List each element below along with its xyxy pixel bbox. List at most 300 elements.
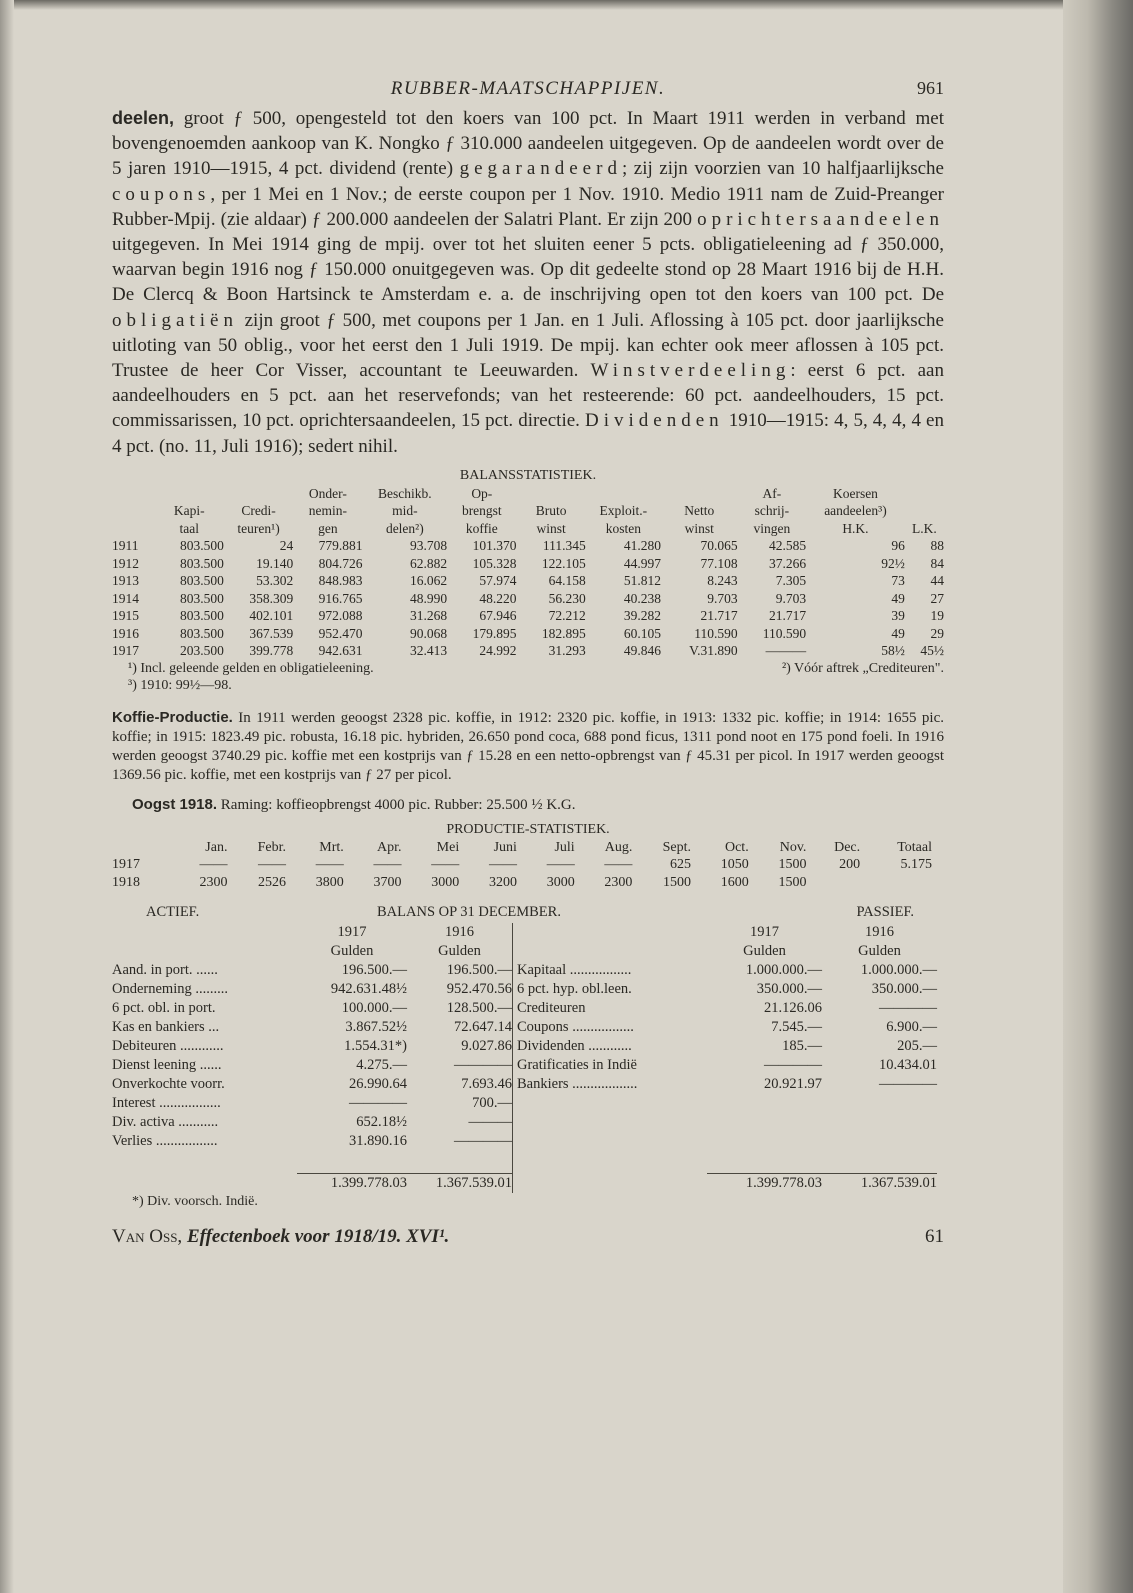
table-cell: 110.590 xyxy=(694,625,738,641)
table-cell: 803.500 xyxy=(180,555,224,571)
balans-item-value: 21.126.06 xyxy=(764,1000,822,1017)
table-cell xyxy=(905,485,944,503)
balans-item-value: 185.— xyxy=(782,1038,822,1055)
balans-item-value: ———— xyxy=(454,1133,512,1150)
passief-unit-row xyxy=(517,942,937,961)
table-cell: 402.101 xyxy=(249,608,294,624)
table-row xyxy=(112,874,932,892)
passief-label: PASSIEF. xyxy=(856,904,914,921)
balans-item-label: Crediteuren xyxy=(517,1000,586,1017)
footnote-3: ³) 1910: 99½—98. xyxy=(128,677,232,693)
balans-item-value: 4.275.— xyxy=(356,1057,407,1074)
table-cell: 40.238 xyxy=(623,590,661,606)
table-cell: 1913 xyxy=(112,573,139,589)
table-cell: 399.778 xyxy=(249,643,294,659)
balans-row xyxy=(112,1075,512,1094)
balans-item-value: 31.890.16 xyxy=(349,1133,407,1150)
table-cell: —— xyxy=(258,857,287,873)
table-cell xyxy=(112,520,155,538)
balans-item-label: Verlies ................. xyxy=(112,1133,218,1150)
balans-item-value: 26.990.64 xyxy=(349,1076,407,1093)
balans-row xyxy=(112,1018,512,1037)
balans-item-label: Kas en bankiers ... xyxy=(112,1019,220,1036)
balans-item-value: 7.693.46 xyxy=(461,1076,512,1093)
unit-gulden: Gulden xyxy=(438,943,481,960)
balans-item-label: Debiteuren ............ xyxy=(112,1038,224,1055)
table-cell: brengst xyxy=(461,503,502,519)
table-cell: ——— xyxy=(765,643,807,659)
table-row xyxy=(112,537,944,555)
table-cell: Beschikb. xyxy=(378,485,432,501)
table-cell: 53.302 xyxy=(256,573,294,589)
table-cell xyxy=(860,874,932,892)
table-cell: V.31.890 xyxy=(689,643,738,659)
table-cell: 45½ xyxy=(920,643,944,659)
table-cell: aandeelen³) xyxy=(824,503,887,519)
table-cell: 31.293 xyxy=(548,643,586,659)
page-top-edge xyxy=(0,0,1133,10)
table-cell: 7.305 xyxy=(775,573,807,589)
year-1917: 1917 xyxy=(750,924,779,941)
table-cell xyxy=(905,502,944,520)
table-cell xyxy=(224,485,293,503)
table-cell: 2300 xyxy=(604,874,633,890)
table-cell: —— xyxy=(315,857,344,873)
table-cell: 27 xyxy=(930,590,944,606)
table-cell: 64.158 xyxy=(548,573,586,589)
table-cell: —— xyxy=(604,857,633,873)
total-1917: 1.399.778.03 xyxy=(297,1173,407,1193)
table-cell: 56.230 xyxy=(548,590,586,606)
table-cell: 1917 xyxy=(112,857,140,873)
balans-item-value: ———— xyxy=(879,1000,937,1017)
balans-item-value: 700.— xyxy=(472,1095,512,1112)
spaced-term-4: obligatiën xyxy=(112,309,238,331)
table-cell: koffie xyxy=(465,520,498,536)
actief-label: ACTIEF. xyxy=(146,904,200,921)
header-row xyxy=(112,520,944,538)
table-cell: 803.500 xyxy=(180,625,224,641)
table-cell: winst xyxy=(536,520,566,536)
table-cell: 44 xyxy=(930,573,944,589)
balans-item-value: ———— xyxy=(454,1057,512,1074)
table-cell: 1914 xyxy=(112,590,139,606)
table-cell: Mei xyxy=(436,839,460,855)
balans-item-value: ———— xyxy=(764,1057,822,1074)
koffie-text: In 1911 werden geoogst 2328 pic. koffie, in 1912: 2320 pic. koffie, in 1913: 1332 pic. koffie; in 1914: 1655 pic. koffie; in 1915: 1823.49 pic. robusta, 16.18 pic. hybriden, 26.650 pond coca, 688 pond ficus, 1311 pond noot en 175 pond foeli. In 1916 werden geoogst 3740.29 pic. koffie met een kostprijs van ƒ 15.28 en een netto-opbrengst van ƒ 45.31 per picol. In 1917 werden geoogst 1369.56 pic. koffie, met een kostprijs van ƒ 27 per picol. xyxy=(112,709,944,783)
table-cell: 3700 xyxy=(373,874,402,890)
table-cell: mid- xyxy=(392,503,418,519)
table-cell: 19.140 xyxy=(256,555,294,571)
balans-item-value: 7.545.— xyxy=(771,1019,822,1036)
table-cell: taal xyxy=(179,520,200,536)
table-cell xyxy=(112,485,155,503)
table-cell: 24 xyxy=(279,538,294,554)
balansstatistiek-footnotes xyxy=(112,660,944,677)
balans-row xyxy=(112,980,512,999)
passief-column xyxy=(513,923,945,1193)
balans-item-value: 196.500.— xyxy=(446,962,512,979)
intro-text-4: uitgegeven. In Mei 1914 ging de mpij. over tot het sluiten eener 5 pcts. obligatieleening ad ƒ 350.000, waarvan begin 1916 nog ƒ 150.000 onuitgegeven was. Op dit gedeelte stond op 28 Maart 1916 bij de H.H. De Clercq & Boon Hartsinck te Amsterdam e. a. de inschrijving open tot den koers van 100 pct. De xyxy=(112,234,944,306)
table-cell: 101.370 xyxy=(472,538,517,554)
table-cell: 1050 xyxy=(720,857,749,873)
balans-table xyxy=(112,923,944,1193)
oogst-label: Oogst 1918. xyxy=(132,795,218,813)
balans-item-label: Gratificaties in Indië xyxy=(517,1057,637,1074)
table-cell: 2526 xyxy=(258,874,287,890)
intro-text-1: groot ƒ 500, opengesteld tot den koers van 100 pct. In Maart 1911 werden in verband met bovengenoemden aankoop van K. Nongko ƒ 310.000 aandeelen uitgegeven. Op de aandeelen wordt over de 5 jaren 1910—1915, 4 pct. dividend (rente) xyxy=(112,108,944,180)
table-cell: Sept. xyxy=(662,839,691,855)
balans-item-value: ———— xyxy=(879,1076,937,1093)
table-cell: 1600 xyxy=(720,874,749,890)
balans-item-value: 6.900.— xyxy=(886,1019,937,1036)
table-cell: 49 xyxy=(891,590,905,606)
passief-table xyxy=(517,923,937,1193)
oogst-text: Raming: koffieopbrengst 4000 pic. Rubber: 25.500 ½ K.G. xyxy=(217,796,576,813)
table-row xyxy=(112,572,944,590)
table-cell: Oct. xyxy=(724,839,749,855)
table-cell: 58½ xyxy=(881,643,905,659)
table-cell: Op- xyxy=(471,485,493,501)
table-cell: Juli xyxy=(554,839,575,855)
table-row xyxy=(112,642,944,660)
balans-item-label: Onverkochte voorr. xyxy=(112,1076,225,1093)
balans-item-value: 1.000.000.— xyxy=(860,962,937,979)
footer-title: Effectenboek voor 1918/19. xyxy=(186,1225,402,1247)
balans-row xyxy=(112,1132,512,1151)
table-cell xyxy=(661,485,738,503)
table-cell: 72.212 xyxy=(548,608,586,624)
table-cell: vingen xyxy=(753,520,791,536)
balans-item-value: 1.554.31*) xyxy=(344,1038,407,1055)
unit-gulden: Gulden xyxy=(743,943,786,960)
table-cell: 182.895 xyxy=(541,625,586,641)
table-cell: 57.974 xyxy=(479,573,517,589)
balansstatistiek-title: BALANSSTATISTIEK. xyxy=(459,467,597,483)
table-cell: Exploit.- xyxy=(599,503,648,519)
balans-row xyxy=(112,1113,512,1132)
spaced-term-2: coupons xyxy=(112,183,211,205)
table-cell: L.K. xyxy=(912,520,937,536)
table-cell: 21.717 xyxy=(700,608,738,624)
table-cell: 41.280 xyxy=(623,538,661,554)
footer-volume: XVI¹. xyxy=(406,1225,450,1247)
spaced-term-3: oprichtersaandeelen xyxy=(697,208,944,230)
book-binding xyxy=(1063,0,1133,1593)
table-cell: 358.309 xyxy=(249,590,294,606)
page-footer xyxy=(112,1226,944,1256)
header-row xyxy=(112,839,932,857)
footnote-1: ¹) Incl. geleende gelden en obligatieleening. xyxy=(128,660,374,676)
table-cell xyxy=(516,485,585,503)
lead-word: deelen, xyxy=(112,108,175,128)
balans-item-label: Coupons ................. xyxy=(517,1019,634,1036)
table-cell: —— xyxy=(373,857,402,873)
balans-item-value: 3.867.52½ xyxy=(345,1019,407,1036)
balans-row xyxy=(112,1056,512,1075)
year-1916: 1916 xyxy=(865,924,894,941)
table-cell xyxy=(155,485,224,503)
table-cell xyxy=(586,485,661,503)
table-cell: 1916 xyxy=(112,625,139,641)
intro-text-7: 1910—1915: 4, 5, 4, 4, 4 en 4 pct. (no. 11, Juli 1916); sedert nihil. xyxy=(112,410,944,457)
balans-title: BALANS OP 31 DECEMBER. xyxy=(377,904,561,921)
table-cell: —— xyxy=(488,857,517,873)
spaced-term-6: Dividenden xyxy=(585,410,724,432)
balans-item-label: Bankiers .................. xyxy=(517,1076,638,1093)
productie-table xyxy=(112,839,932,892)
table-row xyxy=(112,555,944,573)
table-cell: kosten xyxy=(605,520,641,536)
table-cell: 848.983 xyxy=(318,573,363,589)
balans-item-value: 350.000.— xyxy=(871,981,937,998)
table-cell: Netto xyxy=(684,503,715,519)
footer-signature: 61 xyxy=(925,1225,944,1247)
unit-gulden: Gulden xyxy=(330,943,374,960)
balans-item-value: ——— xyxy=(468,1114,512,1131)
table-cell: teuren¹) xyxy=(237,520,280,536)
footnote-2: ²) Vóór aftrek „Crediteuren". xyxy=(781,660,944,676)
intro-text-6: : eerst 6 pct. aan aandeelhouders en 5 pct. aan het reservefonds; van het resteerende: 60 pct. aandeelhouders, 15 pct. commissarissen, 10 pct. oprichtersaandeelen, 15 pct. directie. xyxy=(112,360,944,432)
balans-item-value: ———— xyxy=(349,1095,407,1112)
table-cell: 1917 xyxy=(112,643,139,659)
balans-item-value: 72.647.14 xyxy=(454,1019,512,1036)
table-cell: Af- xyxy=(762,485,782,501)
actief-column xyxy=(112,923,513,1193)
table-cell: —— xyxy=(199,857,228,873)
table-cell: 3200 xyxy=(488,874,517,890)
table-cell: 367.539 xyxy=(249,625,294,641)
table-cell: H.K. xyxy=(842,520,869,536)
page-header xyxy=(112,70,944,106)
spaced-term-5: Winstverdeeling xyxy=(590,360,791,382)
table-cell: 942.631 xyxy=(318,643,363,659)
balans-item-value: 1.000.000.— xyxy=(745,962,822,979)
table-cell: 39 xyxy=(891,608,905,624)
table-row xyxy=(112,856,932,874)
table-cell: 1500 xyxy=(778,857,807,873)
intro-paragraph xyxy=(112,106,944,459)
unit-gulden: Gulden xyxy=(858,943,901,960)
table-cell: Koersen xyxy=(832,485,878,501)
balans-row xyxy=(517,1056,937,1075)
footer-author: Van Oss, xyxy=(112,1225,183,1247)
balans-item-value: 205.— xyxy=(897,1038,937,1055)
table-cell: 122.105 xyxy=(541,555,586,571)
table-cell: 51.812 xyxy=(623,573,661,589)
spaced-term-1: gegarandeerd xyxy=(459,158,622,180)
balans-heading xyxy=(112,899,944,923)
table-cell: 48.220 xyxy=(479,590,517,606)
balans-row xyxy=(112,961,512,980)
table-cell: 42.585 xyxy=(768,538,807,554)
table-cell: 60.105 xyxy=(623,625,661,641)
table-cell: 803.500 xyxy=(180,573,224,589)
balans-item-label: Onderneming ......... xyxy=(112,981,228,998)
actief-year-row xyxy=(112,923,512,942)
table-cell: Credi- xyxy=(241,503,276,519)
balans-item-value: 128.500.— xyxy=(446,1000,512,1017)
table-cell: —— xyxy=(546,857,575,873)
table-cell: Totaal xyxy=(897,839,932,855)
table-cell xyxy=(112,839,170,857)
table-cell xyxy=(806,874,860,892)
koffie-label: Koffie-Productie. xyxy=(112,708,233,726)
table-cell: 88 xyxy=(930,538,944,554)
balans-row xyxy=(517,1037,937,1056)
balans-item-value: 350.000.— xyxy=(756,981,822,998)
table-row xyxy=(112,590,944,608)
table-cell: 16.062 xyxy=(410,573,448,589)
table-cell: 73 xyxy=(891,573,905,589)
balans-row xyxy=(517,999,937,1018)
table-cell: 3800 xyxy=(315,874,344,890)
table-row xyxy=(112,607,944,625)
table-cell: gen xyxy=(318,520,338,536)
table-cell: nemin- xyxy=(308,503,347,519)
table-cell: 49.846 xyxy=(623,643,661,659)
table-cell: 39.282 xyxy=(623,608,661,624)
intro-text-3: , per 1 Mei en 1 Nov.; de eerste coupon per 1 Nov. 1910. Medio 1911 nam de Zuid-Preanger Rubber-Mpij. (zie aldaar) ƒ 200.000 aandeelen der Salatri Plant. Er zijn 200 xyxy=(112,183,944,230)
table-cell: Bruto xyxy=(535,503,567,519)
balans-row xyxy=(517,1018,937,1037)
table-cell: 1500 xyxy=(778,874,807,890)
total-1916: 1.367.539.01 xyxy=(822,1173,937,1193)
balans-item-value: 100.000.— xyxy=(341,1000,407,1017)
table-cell: 972.088 xyxy=(318,608,363,624)
page-left-edge xyxy=(0,0,14,1593)
balans-row xyxy=(112,999,512,1018)
table-cell: 3000 xyxy=(431,874,460,890)
table-cell: 803.500 xyxy=(180,608,224,624)
balans-row xyxy=(517,980,937,999)
total-1916: 1.367.539.01 xyxy=(407,1173,512,1193)
book-page xyxy=(112,70,944,1256)
year-1917: 1917 xyxy=(337,924,367,941)
table-cell: 203.500 xyxy=(180,643,224,659)
total-1917: 1.399.778.03 xyxy=(707,1173,822,1193)
table-cell: 804.726 xyxy=(318,555,363,571)
balans-item-label: Aand. in port. ...... xyxy=(112,962,218,979)
table-cell: 5.175 xyxy=(900,857,932,873)
running-title: RUBBER-MAATSCHAPPIJEN. xyxy=(390,78,666,99)
table-cell: 90.068 xyxy=(410,625,448,641)
table-cell: 19 xyxy=(930,608,944,624)
table-cell: 916.765 xyxy=(318,590,363,606)
table-cell: 29 xyxy=(930,625,944,641)
table-cell: 9.703 xyxy=(775,590,807,606)
table-cell: 1911 xyxy=(112,538,139,554)
table-cell: 803.500 xyxy=(180,590,224,606)
table-cell: Kapi- xyxy=(173,503,205,519)
balans-item-value: 652.18½ xyxy=(356,1114,407,1131)
table-cell: 625 xyxy=(669,857,691,873)
table-cell: Dec. xyxy=(834,839,861,855)
table-cell: winst xyxy=(684,520,714,536)
table-cell: 3000 xyxy=(546,874,575,890)
table-cell: Aug. xyxy=(604,839,633,855)
intro-text-5: zijn groot ƒ 500, met coupons per 1 Jan. en 1 Juli. Aflossing à 105 pct. door jaarlijksche uitloting van 50 oblig., voor het eerst den 1 Juli 1919. De mpij. kan echter ook meer aflossen à 105 pct. Trustee de heer Cor Visser, accountant te Leeuwarden. xyxy=(112,309,944,382)
table-cell: Mrt. xyxy=(319,839,344,855)
table-cell: 179.895 xyxy=(472,625,517,641)
balans-item-value: 9.027.86 xyxy=(461,1038,512,1055)
balans-item-label: Kapitaal ................. xyxy=(517,962,632,979)
balansstatistiek-table xyxy=(112,485,944,660)
balans-item-label: Dividenden ............ xyxy=(517,1038,632,1055)
intro-text-2: ; zij zijn voorzien van 10 halfjaarlijksche xyxy=(621,158,944,180)
table-cell: 44.997 xyxy=(623,555,661,571)
table-cell: 1500 xyxy=(662,874,691,890)
table-cell: 779.881 xyxy=(318,538,363,554)
table-cell: 8.243 xyxy=(707,573,738,589)
table-row xyxy=(112,625,944,643)
table-cell: Juni xyxy=(493,839,517,855)
table-cell: 952.470 xyxy=(318,625,363,641)
table-cell: —— xyxy=(431,857,460,873)
table-cell: Jan. xyxy=(205,839,228,855)
table-cell: 1918 xyxy=(112,874,140,890)
table-cell: 48.990 xyxy=(410,590,448,606)
header-row xyxy=(112,502,944,520)
table-cell: 111.345 xyxy=(542,538,586,554)
table-cell: 37.266 xyxy=(768,555,807,571)
table-cell: 31.268 xyxy=(410,608,448,624)
actief-unit-row xyxy=(112,942,512,961)
balans-footnote: *) Div. voorsch. Indië. xyxy=(132,1193,258,1209)
balans-row xyxy=(517,1075,937,1094)
oogst-paragraph xyxy=(112,795,944,815)
page-number: 961 xyxy=(917,78,944,98)
balans-item-label: Interest ................. xyxy=(112,1095,221,1112)
actief-total-row xyxy=(112,1173,512,1193)
table-cell: 67.946 xyxy=(479,608,517,624)
passief-year-row xyxy=(517,923,937,942)
table-cell: 105.328 xyxy=(472,555,517,571)
balans-item-label: Dienst leening ...... xyxy=(112,1057,222,1074)
balans-item-value: 952.470.56 xyxy=(446,981,512,998)
table-cell: Febr. xyxy=(257,839,287,855)
table-cell: Onder- xyxy=(308,485,347,501)
year-1916: 1916 xyxy=(445,924,474,941)
table-cell: 92½ xyxy=(881,555,905,571)
balans-row xyxy=(112,1094,512,1113)
header-row xyxy=(112,485,944,503)
balans-row xyxy=(112,1037,512,1056)
table-cell: Nov. xyxy=(779,839,807,855)
table-cell: 77.108 xyxy=(700,555,738,571)
table-cell: schrij- xyxy=(754,503,790,519)
table-cell: 70.065 xyxy=(700,538,738,554)
table-cell: 110.590 xyxy=(762,625,807,641)
balans-item-value: 20.921.97 xyxy=(764,1076,822,1093)
table-cell xyxy=(112,502,155,520)
balans-item-value: 196.500.— xyxy=(341,962,407,979)
balans-item-value: 942.631.48½ xyxy=(330,981,407,998)
table-cell: 32.413 xyxy=(410,643,448,659)
table-cell: 96 xyxy=(891,538,905,554)
table-cell: 200 xyxy=(839,857,861,873)
productie-title: PRODUCTIE-STATISTIEK. xyxy=(446,821,610,837)
koffie-paragraph xyxy=(112,708,944,785)
table-cell: Apr. xyxy=(376,839,402,855)
balans-item-value: 10.434.01 xyxy=(879,1057,937,1074)
table-cell: 84 xyxy=(930,555,944,571)
passief-total-row xyxy=(517,1173,937,1193)
table-cell: 2300 xyxy=(199,874,228,890)
table-cell: 62.882 xyxy=(410,555,448,571)
balans-item-label: Div. activa ........... xyxy=(112,1114,219,1131)
table-cell: 21.717 xyxy=(768,608,807,624)
